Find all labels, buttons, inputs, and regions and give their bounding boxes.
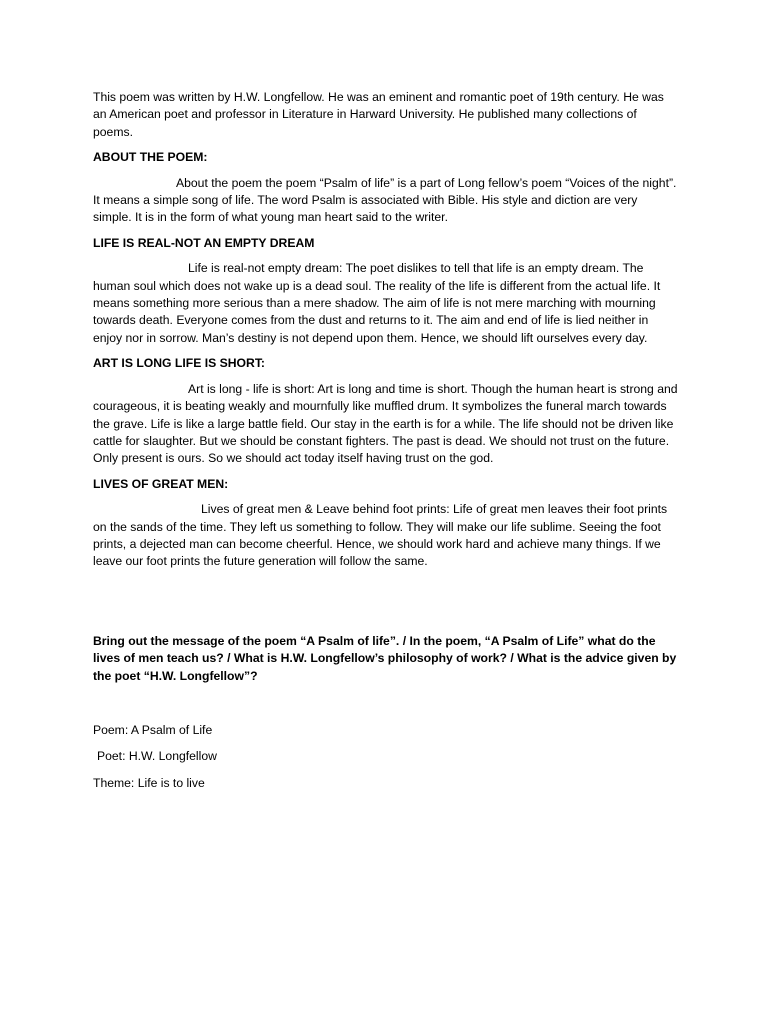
section-heading-about: ABOUT THE POEM: — [93, 150, 208, 165]
document-page — [93, 89, 678, 801]
spacer — [93, 685, 678, 722]
intro-paragraph: This poem was written by H.W. Longfellow. He was an eminent and romantic poet of 19th century. He was an American poet and professor in Literature in Harward University. He published many collections of poems. — [93, 90, 664, 139]
question-paragraph: Bring out the message of the poem “A Psalm of life”. / In the poem, “A Psalm of Life” what do the lives of men teach us? / What is H.W. Longfellow’s philosophy of work? / What is the advice given by the poet “H.W. Longfellow”? — [93, 633, 677, 683]
section-heading-life-is-real: LIFE IS REAL-NOT AN EMPTY DREAM — [93, 235, 315, 250]
section-body-lives-of-great-men: Lives of great men & Leave behind foot prints: Life of great men leaves their foot prints on the sands of the time. They left us something to follow. They will make our life sublime. Seeing the foot prints, a dejected man can become cheerful. Hence, we should work hard and achieve many things. If we leave our foot prints the future generation will follow the same. — [93, 502, 668, 569]
spacer — [93, 579, 678, 633]
theme-line: Theme: Life is to live — [93, 775, 205, 790]
section-heading-art-is-long: ART IS LONG LIFE IS SHORT: — [93, 356, 265, 371]
poem-title-line: Poem: A Psalm of Life — [93, 722, 213, 737]
section-body-art-is-long: Art is long - life is short: Art is long and time is short. Though the human heart is strong and courageous, it is beating weakly and mournfully like muffled drum. It symbolizes the funeral march towards the grave. Life is like a large battle field. Our stay in the earth is for a while. The life should not be driven like cattle for slaughter. But we should be constant fighters. The past is dead. We should not trust on the future. Only present is ours. So we should act today itself having trust on the god. — [93, 381, 678, 466]
section-body-about: About the poem the poem “Psalm of life” is a part of Long fellow’s poem “Voices of the night”. It means a simple song of life. The word Psalm is associated with Bible. His style and diction are very simple. It is in the form of what young man heart said to the writer. — [93, 175, 677, 225]
poet-name-line: Poet: H.W. Longfellow — [97, 749, 217, 764]
section-body-life-is-real: Life is real-not empty dream: The poet dislikes to tell that life is an empty dream. The human soul which does not wake up is a dead soul. The reality of the life is different from the actual life. It means something more serious than a mere shadow. The aim of life is not mere marching with mourning towards death. Everyone comes from the dust and returns to it. The aim and end of life is lied neither in enjoy nor in sorrow. Man’s destiny is not depend upon them. Hence, we should lift ourselves every day. — [93, 261, 661, 345]
section-heading-lives-of-great-men: LIVES OF GREAT MEN: — [93, 476, 229, 491]
